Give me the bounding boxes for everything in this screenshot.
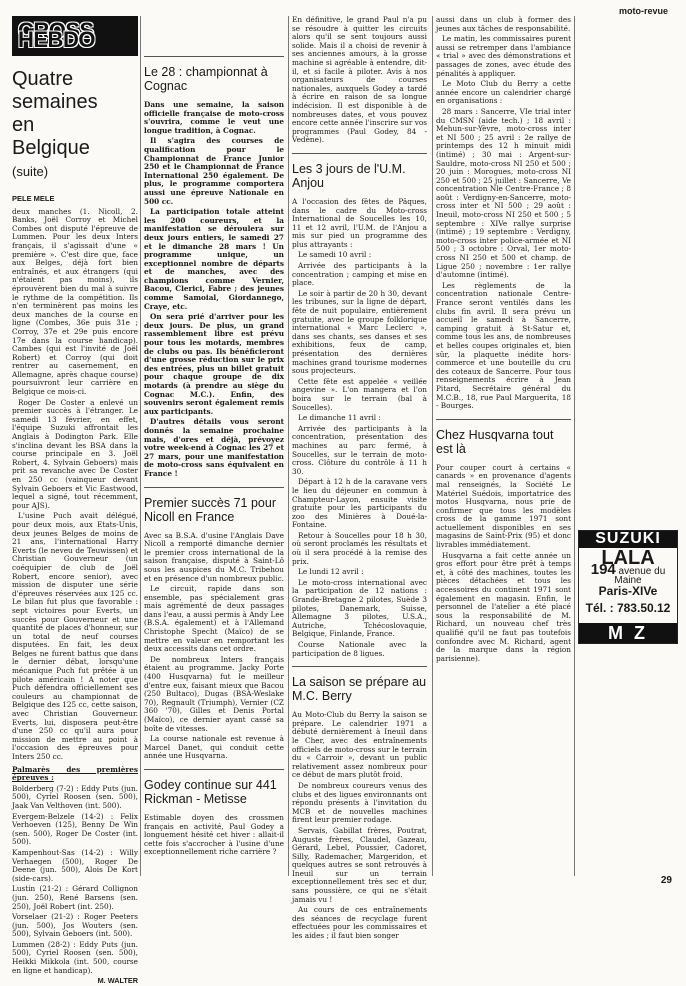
page-number: 29 <box>660 875 672 886</box>
paragraph: Au Moto-Club du Berry la saison se prépare. Le calendrier 1971 a débuté dernièrement à Ineuil dans le Cher, avec des entraînements officiels de moto-cross sur le terrain du « Carroir », devant un public relativement assez nombreux pour ce début de mars plutôt froid. <box>292 710 427 780</box>
lead-paragraph: La participation totale atteint les 200 coureurs, et la manifestation se déroulera sur deux jours entiers, le samedi 27 et le dimanche 28 mars ! Un programme unique, un exceptionnel nombre de départs et de manches, avec des champions comme Vernier, Bacou, Clerici, Fabre ; des jeunes comme Samoial, Giordannego, Craye, etc. <box>144 207 284 311</box>
paragraph: Le soir à partir de 20 h 30, devant les tribunes, sur la ligne de départ, fête de nuit populaire, entièrement gratuite, avec le groupe folklorique international « Marc Leclerc », dans ses chants, ses danses et ses exhibitions, feux de camp, présentation des dernières machines grand tourisme modernes sous projecteurs. <box>292 288 427 376</box>
paragraph: Départ à 12 h de la caravane vers le lieu du déjeuner en commun à Champteur-Layon, ensuite visite gratuite pour les participants du zoo des Minières à Doué-la-Fontaine. <box>292 477 427 530</box>
article-title-berry: La saison se prépare au M.C. Berry <box>292 666 427 703</box>
ad-address <box>579 561 677 586</box>
section-banner-text: CROSS HEBDO <box>18 18 95 52</box>
article-title-cognac: Le 28 : championnat à Cognac <box>144 56 284 93</box>
paragraph: Les règlements de la concentration nationale Centre-France seront ventilés dans les clubs fin avril. Il sera prévu un accueil le samedi à Sancerre, camping gratuit à St-Satur et, comme tous les ans, de nombreuses et belles coupes originales et, bien sûr, la plaquette inédite hors-commerce et une bouteille du cru des coteaux de Sancerre. Pour tous renseignements écrire à Jean Pitard, Secrétaire général du M.C.B., 18, rue Paul Marguerita, 18 - Bourges. <box>436 280 571 411</box>
ad-brand-suzuki: SUZUKI <box>579 531 677 548</box>
lead-paragraph: On sera prié d'arriver pour les deux jours. De plus, un grand rassemblement libre est prévu pour tous les motards, membres de clubs ou pas. Ils bénéficieront d'une grosse réduction sur le prix des entrées, plus un billet gratuit pour chaque groupe de dix motards (à prendre au siège du Cognac M.C.). Enfin, des souvenirs seront également remis aux participants. <box>144 312 284 416</box>
column-1 <box>12 16 138 986</box>
lead-paragraph: Il s'agira des courses de qualification pour le Championnat de France Junior 250 et le Championnat de France International 250 également. De plus, le programme comportera aussi une épreuve Nationale en 500 cc. <box>144 136 284 206</box>
palmares-item: Lummen (28-2) : Eddy Puts (jun. 500), Cyriel Roosen (sen. 500), Heikki Mikkola (int. 500, course en ligne et handicap). <box>12 939 138 975</box>
paragraph: Course Nationale avec la participation de 8 ligues. <box>292 640 427 658</box>
paragraph: De nombreux coureurs venus des clubs et des ligues environnants ont répondu présents à l'invitation du MCB et de nouvelles machines firent leur premier rodage. <box>292 780 427 825</box>
column-2 <box>144 16 284 876</box>
lead-paragraph: D'autres détails vous seront donnés la semaine prochaine mais, d'ores et déjà, prévoyez votre week-end à Cognac les 27 et 27 mars, pour une manifestation de moto-cross sans équivalent en France ! <box>144 417 284 478</box>
ad-address-city: Paris-XIVe <box>598 584 658 599</box>
palmares-item: Lustin (21-2) : Gérard Collignon (jun. 250), René Barsens (sen. 250), Joël Robert (int. 250). <box>12 884 138 911</box>
paragraph: De nombreux Inters français étaient au programme. Jacky Porte (400 Husqvarna) fut le meilleur d'entre eux, faisant mieux que Bacou (250 Bultaco), Dugas (BSA-Weslake 70), Regnault (Triumph), Vernier (CZ 360 '70), Gilles et Denis Portal (Maïco), ce dernier ayant cassé sa boîte de vitesses. <box>144 654 284 733</box>
paragraph: Le Moto Club du Berry a cette année encore un calendrier chargé en organisations : <box>436 79 571 106</box>
article-title-anjou: Les 3 jours de l'U.M. Anjou <box>292 153 427 190</box>
column-divider <box>140 16 141 876</box>
column-5 <box>578 16 678 876</box>
title-line: semaines <box>12 91 98 113</box>
paragraph: Estimable doyen des crossmen français en activité, Paul Godey a longuement hésité cet hiver : allait-il cette fois s'accrocher à l'usine d'une exceptionnellement riche carrière ? <box>144 812 284 857</box>
paragraph: Le circuit, rapide dans son ensemble, pas spécialement gras mais agrémenté de deux passages dans l'eau, a aussi permis à Andy Lee (B.S.A. également) et à l'Allemand Christophe Specht (Maïco) de se mettre en valeur en remportant les deux accessits dans cet ordre. <box>144 584 284 654</box>
lead-paragraph: Dans une semaine, la saison officielle française de moto-cross s'ouvrira, comme le veut une longue tradition, à Cognac. <box>144 100 284 135</box>
paragraph: 28 mars : Sancerre, VIe trial inter du CMSN (aide tech.) ; 18 avril : Mehun-sur-Yèvre, moto-cross inter et NI 500 ; 25 avril : 2e rallye de printemps des 12 h minuit midi (intimé) ; 30 mai : Argent-sur-Sauldre, moto-cross NI 250 et 500 ; 20 juin : Morogues, moto-cross NI 250 et 500 ; 25 juillet : Sancerre, Ve concentration Nle Centre-France ; 8 août : Verdigny-en-Sancerre, moto-cross inter et NI 500 ; 29 août : Ineuil, moto-cross NI 250 et 500 ; 5 septembre : XIVe rallye surprise (intimé) ; 19 septembre : Verdigny, moto-cross inter police-armée et NI 500 ; 3 octobre : Orval, 1er moto-cross NI 250 et 500 et champ. de Ligue 250 ; novembre : 1er rallye d'automne (intimé). <box>436 106 571 280</box>
ad-phone: Tél. : 783.50.12 <box>585 600 671 615</box>
paragraph: Roger De Coster a enlevé un premier succès à l'étranger. Le samedi 13 février, en effet, l'équipe Suzuki affrontait les Anglais à Dodington Park. Elle s'inclina devant les BSA dans la course principale en 3. Joël Robert, 4. Sylvain Geboers) mais prit sa revanche avec De Coster en 250 cc (vainqueur devant Sylvain Geboers et Vic Eastwood, lequel a signé, tout récemment, pour AJS). <box>12 397 138 510</box>
column-3 <box>292 15 427 941</box>
column-divider <box>288 16 289 876</box>
paragraph: Husqvarna a fait cette année un gros effort pour être prêt à temps et, à côté des machines, toutes les pièces détachées et tous les accessoires du continent 1971 sont également en magasin. Enfin, le personnel de l'atelier a été placé sous la responsabilité de M. Richard, un nouveau chef très qualifié qu'il ne faut pas toutefois confondre avec M. Richard, agent de la marque dans la région parisienne). <box>436 550 571 663</box>
paragraph: Le lundi 12 avril : <box>298 567 364 577</box>
paragraph: Au cours de ces entraînements des séances de recyclage furent effectuées pour les commissaires et les aides ; il faut bien songer <box>292 905 427 941</box>
paragraph: deux manches (1. Nicoll, 2. Banks, Joël Corroy et Michel Combes ont disputé l'épreuve de Lummen. Pour les deux Inters français, il s'agissait d'une « première ». C'est dire que, face aux Belges, déjà fort bien entraînés, et aux étrangers (qui n'étaient pas moins), ils éprouvèrent bien du mal à suivre le rythme de la compétition. Ils n'en terminèrent pas moins les deux manches de la course en ligne (Combes, 36e puis 31e ; Corroy, 37e et 29e puis encore 17e dans la course handicap). Cambes (qui est l'invité de Joël Robert) et Corroy (qui doit rentrer au casernement, en Allemagne, après chaque course) poursuivront leur carrière en Belgique ce mois-ci. <box>12 206 138 397</box>
paragraph: Le moto-cross international avec la participation de 12 nations : Grande-Bretagne 2 pilotes, Suède 3 pilotes, Danemark, Suisse, Allemagne 3 pilotes, U.S.A., Autriche, Tchécoslovaquie, Belgique, Finlande, France. <box>292 577 427 639</box>
palmares-item: Vorselaer (21-2) : Roger Peeters (jun. 500), Jos Wouters (sen. 500), Sylvain Geboers (int. 500). <box>12 912 138 939</box>
column-divider <box>432 16 433 876</box>
paragraph: A l'occasion des fêtes de Pâques, dans le cadre du Moto-cross International de Soucelles les 10, 11 et 12 avril, l'U.M. de l'Anjou a mis sur pied un programme des plus attrayants : <box>292 196 427 249</box>
article-title-nicoll: Premier succès 71 pour Nicoll en France <box>144 487 284 524</box>
paragraph: Arrivée des participants à la concentration, présentation des machines au parc fermé, à Soucelles, sur le terrain de moto-cross. Clôture du contrôle à 11 h 30. <box>292 423 427 476</box>
ad-shop-name: LALA <box>601 546 655 569</box>
magazine-name: moto-revue <box>618 6 668 16</box>
article-title-husqvarna: Chez Husqvarna tout est là <box>436 419 571 456</box>
paragraph: Le samedi 10 avril : <box>298 250 372 260</box>
title-line: Quatre <box>12 68 74 90</box>
paragraph: Pour couper court à certains « canards » en provenance d'agents mal renseignés, la Société Le Matériel Suédois, importatrice des motos Husqvarna, nous prie de confirmer que tous les modèles cross de la gamme 1971 sont actuellement disponibles en ses magasins de Saint-Prix (95) et donc livrables immédiatement. <box>436 462 571 550</box>
paragraph: Arrivée des participants à la concentration ; camping et mise en place. <box>292 261 427 288</box>
paragraph: Le dimanche 11 avril : <box>298 413 381 423</box>
palmares-item: Evergem-Belzele (14-2) : Felix Verhoeven (125), Benny De Win (sen. 500), Roger De Coster (int. 500). <box>12 811 138 847</box>
title-line: Belgique <box>12 137 90 159</box>
kicker: PELE MELE <box>12 194 55 203</box>
ad-brand-mz: M Z <box>579 623 677 644</box>
ad-address-number: 194 <box>590 561 616 579</box>
paragraph: En définitive, le grand Paul n'a pu se résoudre à quitter les circuits alors qu'il se sent toujours aussi solide. Mais il a choisi de revenir à ses anciennes amours, à la grosse machine si agréable à entendre, dit-il, et si facile à piloter. Avis à nos organisateurs de courses nationales, auxquels Godey a tardé à écrire en raison de sa longue indécision. Il est disponible à de nombreuses dates, et vous pouvez encore cette année l'inscrire sur vos programmes (Paul Godey, 84 - Vedène). <box>292 15 427 145</box>
author-signature: M. WALTER <box>97 976 138 986</box>
article-title-belgique <box>12 62 138 191</box>
paragraph: Servais, Gabillat frères, Poutrat, Auguste frères, Claudel, Gazeau, Gérard, Lebel, Poussier, Cadoret, Silly, Rademacher, Margeridon, et quelques autres se sont retrouvés à Ineuil sur un terrain exceptionnellement très sec et dur, sans poussière, ce qui ne s'était jamais vu ! <box>292 825 427 904</box>
dealer-advertisement <box>578 530 678 644</box>
article-title-godey: Godey continue sur 441 Rickman - Metisse <box>144 769 284 806</box>
title-line: en <box>12 114 35 136</box>
paragraph: Avec sa B.S.A. d'usine l'Anglais Dave Nicoll a remporté dimanche dernier le premier cross international de la saison française, disputé à Saint-Lô sous les auspices du M.C. Tribehou et en présence d'un nombreux public. <box>144 530 285 583</box>
palmares-item: Kampenhout-Sas (14-2) : Willy Verhaegen (500), Roger De Deene (jun. 500), Alois De Kort (side-cars). <box>12 847 138 883</box>
paragraph: aussi dans un club à former des jeunes aux tâches de responsabilité. <box>436 15 571 33</box>
title-subtitle: (suite) <box>12 164 49 179</box>
palmares-title: Palmarès des premières épreuves : <box>12 764 138 783</box>
column-4 <box>436 16 571 876</box>
ad-address-street: avenue du Maine <box>614 566 666 586</box>
palmares-item: Bolderberg (7-2) : Eddy Puts (jun. 500), Cyriel Roosen (sen. 500), Jaak Van Velthoven (int. 500). <box>12 783 138 810</box>
paragraph: L'usine Puch avait délégué, pour deux mois, aux Etats-Unis, deux jeunes Belges de moins de 21 ans, l'international Harry Everts (le neveu de Teuwissen) et Christian Gouverneur (un coéquipier de club de Joël Robert, encore senior), avec mission de disputer une série d'épreuves réservées aux 125 cc. Le bilan fut plus que favorable : sept victoires pour Everts, un succès pour Gouverneur et une quantité de places d'honneur, sur un total de neuf courses disputées. En fait, les deux Belges ne furent battus que dans le dernier débat, lorsqu'une mécanique Puch fut prêtée à un pilote américain ! A noter que Puch défendra officiellement ses couleurs au championnat de Belgique des 125 cc, cette saison, avec Christian Gouverneur. Everts, lui, disposera peut-être d'une 250 cc qu'il aura pour mission de mettre au point à l'occasion des épreuves pour Inters 250 cc. <box>12 511 138 761</box>
paragraph: Cette fête est appelée « veillée angevine ». L'on mangera et l'on boira sur le terrain (bal à Soucelles). <box>292 376 427 412</box>
paragraph: Retour à Soucelles pour 18 h 30, où seront proclamés les résultats et où il sera procédé à la remise des prix. <box>292 530 427 566</box>
column-divider <box>574 16 575 876</box>
section-banner <box>12 16 138 56</box>
paragraph: Le matin, les commissaires purent aussi se retremper dans l'ambiance « trial » avec des démonstrations et passages de zones, avec étude des pénalités à appliquer. <box>436 34 571 78</box>
paragraph: La course nationale est revenue à Marcel Danet, qui conduit cette année une Husqvarna. <box>144 734 284 761</box>
